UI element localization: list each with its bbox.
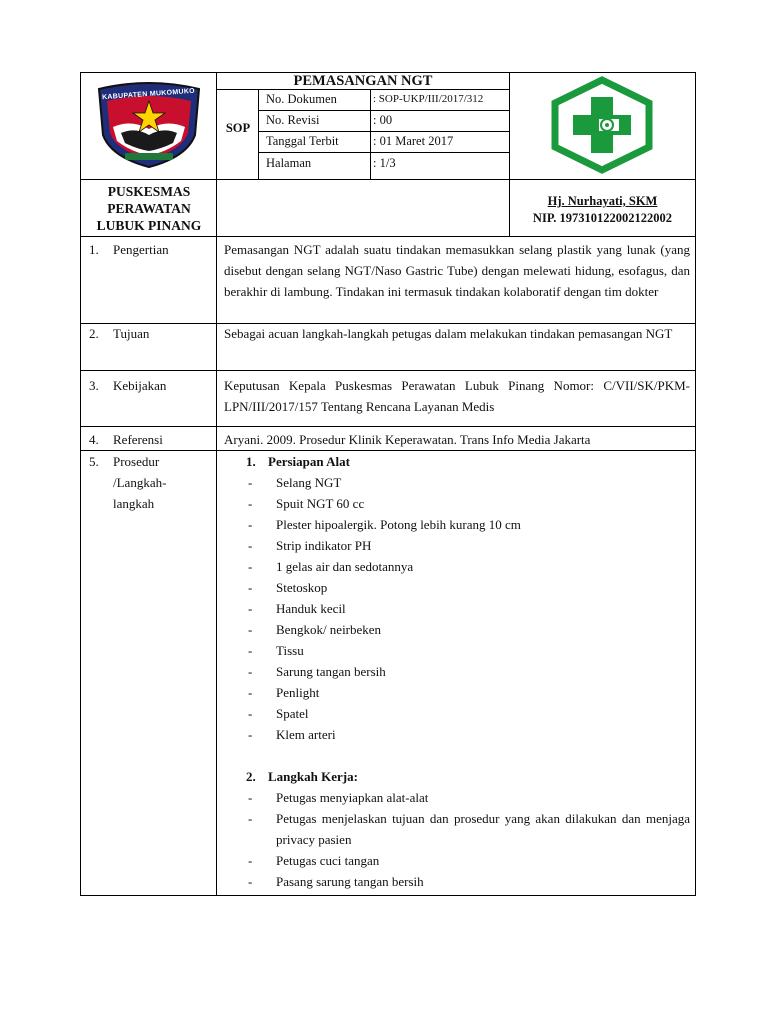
section-label-kebijakan: Kebijakan [113,378,167,393]
dash-bullet: - [248,475,253,490]
dash-bullet: - [248,517,253,532]
dash-bullet: - [248,685,253,700]
meta-divider [370,89,371,179]
dash-bullet: - [248,559,253,574]
dash-bullet: - [248,790,253,805]
sop-label: SOP [225,121,251,135]
equipment-item [224,514,690,535]
subheading-persiapan-alat [224,451,690,472]
equipment-item [224,598,690,619]
dash-bullet: - [248,622,253,637]
list-item-text: Spuit NGT 60 cc [276,496,365,511]
dash-bullet: - [248,580,253,595]
list-item-text: Stetoskop [276,580,328,595]
org-line: PUSKESMAS [107,184,191,199]
sop-document [80,72,696,896]
work-step-item [224,787,690,808]
signer-block [510,193,695,227]
subheading-title: Langkah Kerja: [268,769,358,784]
equipment-item [224,724,690,745]
dash-bullet: - [248,727,253,742]
meta-value-halaman: : 1/3 [373,156,396,170]
work-steps-list [224,787,690,892]
section-number: 5. [89,454,99,469]
work-step-item [224,808,690,850]
meta-value-no-revisi: : 00 [373,113,393,127]
work-step-item [224,850,690,871]
section-text-referensi: Aryani. 2009. Prosedur Klinik Keperawatan. Trans Info Media Jakarta [224,432,591,447]
organization-name [81,183,217,234]
dash-bullet: - [248,601,253,616]
signer-name: Hj. Nurhayati, SKM [547,194,658,208]
section-number: 2. [89,326,99,341]
label-line: langkah [113,496,155,511]
section-label-tujuan: Tujuan [113,326,150,341]
list-item-text: Tissu [276,643,304,658]
header-rule [81,179,695,180]
meta-value-tanggal-terbit: : 01 Maret 2017 [373,134,454,148]
equipment-item [224,535,690,556]
document-title: PEMASANGAN NGT [293,73,433,89]
subheading-number: 1. [246,454,256,469]
row-rule [81,426,695,427]
section-text-tujuan: Sebagai acuan langkah-langkah petugas dalam melakukan tindakan pemasangan NGT [224,326,673,341]
list-item-text: Spatel [276,706,309,721]
dash-bullet: - [248,853,253,868]
org-line: LUBUK PINANG [96,218,202,233]
list-item-text: Petugas menjelaskan tujuan dan prosedur yang akan dilakukan dan menjaga privacy pasien [276,811,690,847]
dash-bullet: - [248,811,253,826]
equipment-item [224,661,690,682]
list-item-text: Handuk kecil [276,601,346,616]
equipment-item [224,682,690,703]
meta-value-no-dokumen: : SOP-UKP/III/2017/312 [373,93,484,105]
dash-bullet: - [248,643,253,658]
dash-bullet: - [248,664,253,679]
list-item-text: Penlight [276,685,320,700]
puskesmas-logo [545,75,659,175]
section-number: 3. [89,378,99,393]
list-item-text: Klem arteri [276,727,336,742]
equipment-item [224,640,690,661]
dash-bullet: - [248,874,253,889]
signer-nip: NIP. 197310122002122002 [532,211,673,225]
list-item-text: Petugas cuci tangan [276,853,380,868]
list-item-text: Selang NGT [276,475,342,490]
equipment-item [224,577,690,598]
meta-label-no-revisi: No. Revisi [266,113,320,127]
meta-label-tanggal-terbit: Tanggal Terbit [266,134,339,148]
list-item-text: Pasang sarung tangan bersih [276,874,424,889]
dash-bullet: - [248,538,253,553]
section-number: 4. [89,432,99,447]
meta-label-halaman: Halaman [266,156,312,170]
equipment-list [224,472,690,745]
equipment-item [224,493,690,514]
equipment-item [224,556,690,577]
subheading-number: 2. [246,769,256,784]
list-item-text: Petugas menyiapkan alat-alat [276,790,429,805]
logo-banner-label: KABUPATEN MUKOMUKO [102,87,196,102]
logo-banner-text [81,83,217,101]
label-line: Prosedur [113,454,160,469]
section-label-pengertian: Pengertian [113,242,169,257]
header-bottom-rule [81,236,695,237]
list-item-text: Bengkok/ neirbeken [276,622,382,637]
list-item-text: Sarung tangan bersih [276,664,386,679]
subheading-title: Persiapan Alat [268,454,350,469]
meta-label-no-dokumen: No. Dokumen [266,92,337,106]
list-item-text: 1 gelas air dan sedotannya [276,559,414,574]
dash-bullet: - [248,496,253,511]
list-item-text: Plester hipoalergik. Potong lebih kurang 10 cm [276,517,521,532]
section-label-referensi: Referensi [113,432,163,447]
subheading-langkah-kerja [224,766,690,787]
list-item-text: Strip indikator PH [276,538,372,553]
label-line: /Langkah- [113,475,167,490]
row-rule [81,370,695,371]
work-step-item [224,871,690,892]
equipment-item [224,619,690,640]
section-label-prosedur [113,451,166,514]
equipment-item [224,472,690,493]
dash-bullet: - [248,706,253,721]
section-text-kebijakan: Keputusan Kepala Puskesmas Perawatan Lubuk Pinang Nomor: C/VII/SK/PKM-LPN/III/2017/157 Tentang Rencana Layanan Medis [224,378,690,414]
equipment-item [224,703,690,724]
section-text-pengertian: Pemasangan NGT adalah suatu tindakan memasukkan selang plastik yang lunak (yang disebut dengan selang NGT/Naso Gastric Tube) dengan melewati hidung, esofagus, dan berakhir di lambung. Tindakan ini termasuk tindakan kolaboratif dengan tim dokter [224,242,690,299]
org-line: PERAWATAN [107,201,191,216]
procedure-body [224,451,690,892]
section-number: 1. [89,242,99,257]
